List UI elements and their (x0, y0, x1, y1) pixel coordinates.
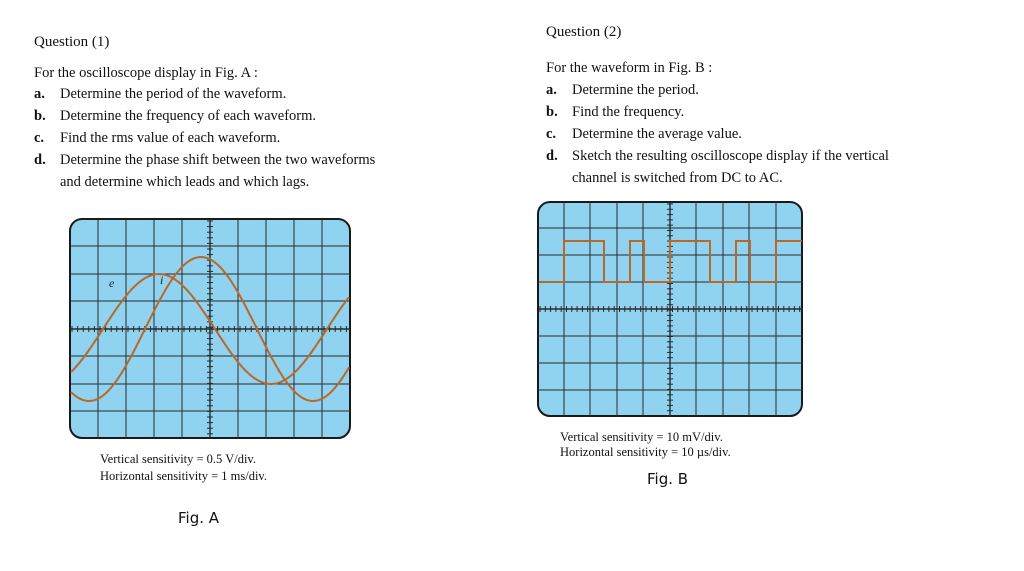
item-text: Determine the average value. (572, 126, 742, 142)
item-text: Sketch the resulting oscilloscope display if the vertical (572, 148, 889, 164)
item-text: Find the frequency. (572, 104, 685, 120)
item-text: Determine the period of the waveform. (60, 86, 287, 102)
question-1-item-a (34, 85, 286, 103)
question-1-item-c (34, 129, 280, 147)
item-label: c. (34, 130, 45, 146)
oscilloscope-display-a (69, 218, 352, 440)
item-text: Find the rms value of each waveform. (60, 130, 281, 146)
question-2-item-d (546, 147, 889, 165)
horizontal-sensitivity-b: Horizontal sensitivity = 10 µs/div. (560, 445, 731, 459)
item-label: a. (546, 82, 557, 98)
item-text: Determine the period. (572, 82, 699, 98)
question-1-title: Question (1) (34, 34, 110, 50)
question-2-item-c (546, 125, 742, 143)
item-label: d. (34, 152, 46, 168)
question-1-item-d-continued: and determine which leads and which lags. (60, 174, 310, 190)
question-2-item-a (546, 81, 699, 99)
waveform-i-label: i (160, 273, 164, 287)
question-2-item-b (546, 103, 684, 121)
horizontal-sensitivity-a: Horizontal sensitivity = 1 ms/div. (100, 469, 267, 483)
item-text: Determine the phase shift between the two waveforms (60, 152, 376, 168)
figure-b-caption: Fig. B (647, 470, 689, 488)
item-label: b. (546, 104, 558, 120)
item-label: c. (546, 126, 557, 142)
item-label: a. (34, 86, 45, 102)
question-2-intro: For the waveform in Fig. B : (546, 60, 713, 76)
item-text: Determine the frequency of each waveform. (60, 108, 317, 124)
vertical-sensitivity-b: Vertical sensitivity = 10 mV/div. (560, 430, 723, 444)
waveform-e-label: e (109, 276, 115, 290)
vertical-sensitivity-a: Vertical sensitivity = 0.5 V/div. (100, 452, 256, 466)
item-label: b. (34, 108, 46, 124)
question-1-item-d (34, 151, 375, 169)
oscilloscope-display-b (537, 201, 804, 418)
question-2-item-d-continued: channel is switched from DC to AC. (572, 170, 783, 186)
figure-a-caption: Fig. A (178, 509, 220, 527)
question-1-item-b (34, 107, 316, 125)
item-label: d. (546, 148, 558, 164)
question-2-title: Question (2) (546, 24, 622, 40)
question-1-intro: For the oscilloscope display in Fig. A : (34, 65, 258, 81)
